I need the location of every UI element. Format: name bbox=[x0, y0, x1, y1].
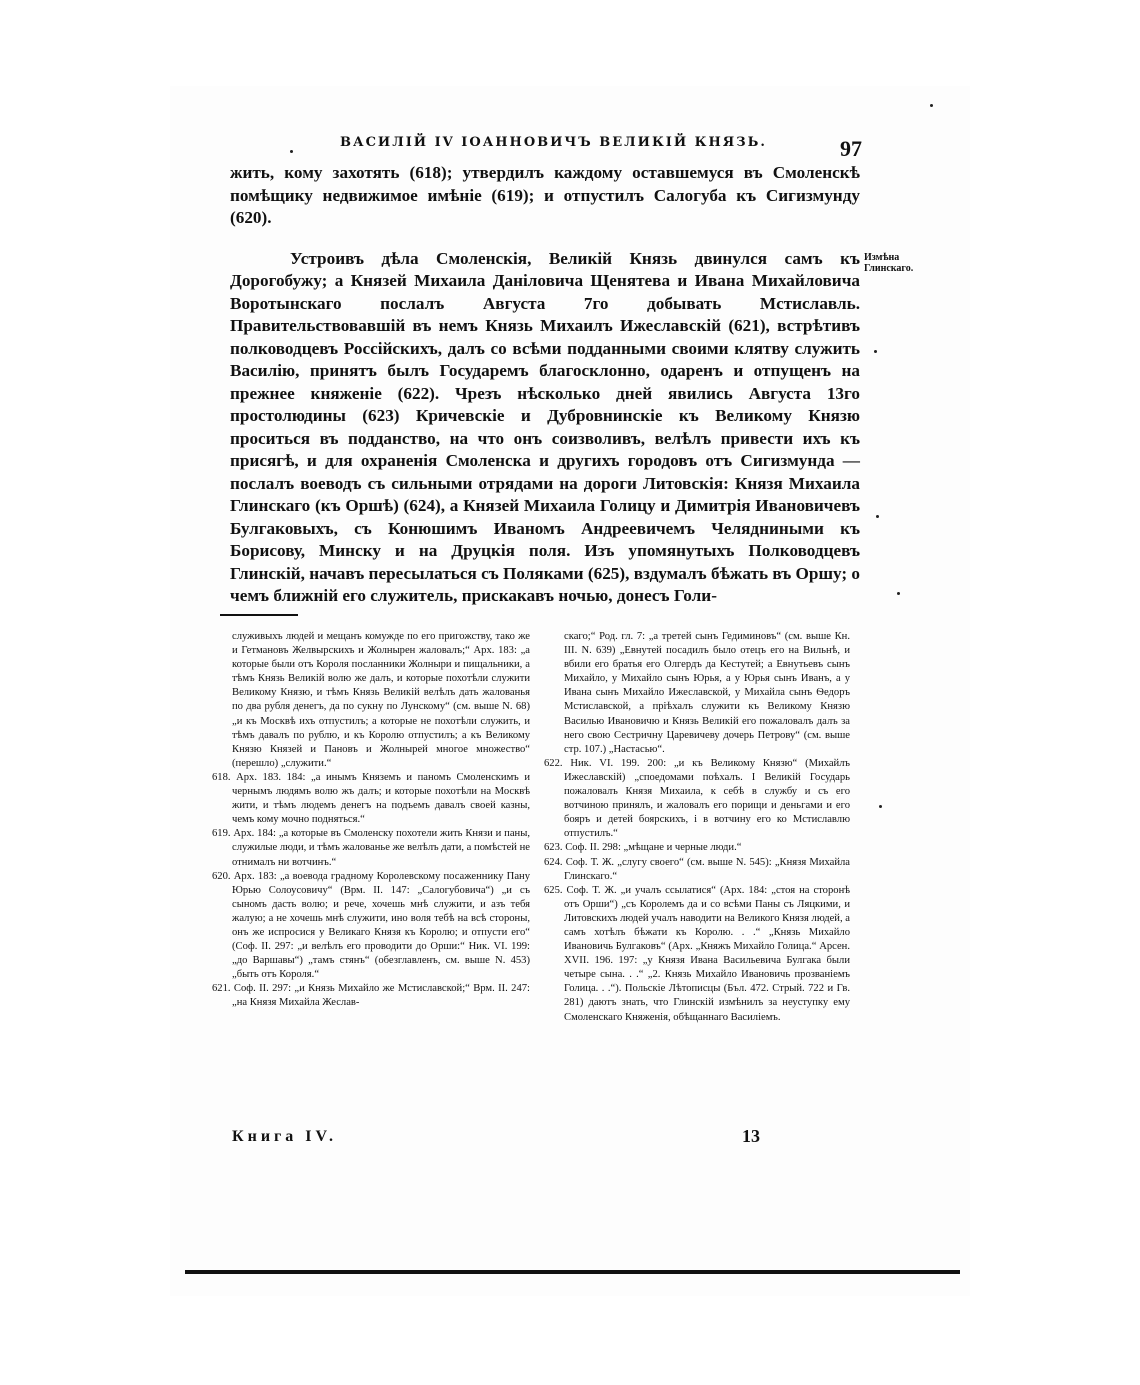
footnotes-left-column bbox=[212, 630, 530, 1011]
footnote: 622. Ник. VI. 199. 200: „и къ Великому Князю“ (Михайлъ Ижеславскій) „споедомами поѣхалъ. I Великій Государь пожаловалъ Князя Михаила, к себѣ в службу и съ его вотчиною принялъ, и жаловалъ его порищи и деньгами и его бояръ и детей боярскихъ, і в вотчину его ко Мстиславлю отпустилъ.“ bbox=[544, 757, 850, 840]
scan-speck bbox=[930, 104, 933, 107]
footnote: 621. Соф. II. 297: „и Князь Михайло же Мстиславской;“ Врм. II. 247: „на Князя Михайла Жеслав- bbox=[212, 983, 530, 1009]
scan-speck bbox=[876, 515, 879, 518]
footnotes-right-column bbox=[544, 630, 850, 1025]
footnote: 623. Соф. II. 298: „мѣщане и черные люди.“ bbox=[544, 842, 742, 854]
footnote: 625. Соф. Т. Ж. „и учалъ ссылатися“ (Арх. 184: „стоя на сторонѣ отъ Орши“) „съ Королемъ да и со всѣми Паны съ Ляцкими, и Литовскихъ людей учалъ наводити на Великого Князя людей, а самъ хотѣлъ бѣжати къ Королю. . .“ „Князь Михайло Ивановичь Булгаковъ“ (Арх. „Княжъ Михайло Голица.“ Арсен. XVII. 196. 197: „у Князя Ивана Васильевича Булгака были четыре сына. . .“ „2. Князь Михайло Ивановичь прозваніемъ Голица. . .“). Польскіе Лѣтописцы (Бъл. 472. Стрый. 722 и Гв. 281) даютъ знать, что Глинскій измѣнилъ за неуступку ему Смоленскаго Княженія, обѣщаннаго Василіемъ. bbox=[544, 884, 850, 1023]
main-paragraph-1: жить, кому захотять (618); утвердилъ каждому оставшемуся въ Смоленскѣ помѣщику недвижимое имѣніе (619); и отпустилъ Салогуба къ Сигизмунду (620). bbox=[230, 163, 860, 227]
signature-mark: 13 bbox=[742, 1126, 760, 1146]
footnote: 620. Арх. 183: „а воевода градному Королевскому посаженнику Пану Юрью Солоусовичу“ (Врм. II. 147: „Салогубовича“) „и съ сыномъ дасть волю; и рече, хочешь мнѣ служити, и азъ тебя жалую; а не хочешь мнѣ служити, ино воля тебѣ на всѣ стороны, онъ же испросися у Великаго Князя къ Королю; и отпусти его“ (Соф. II. 297: „и велѣлъ его проводити до Орши:“ Ник. VI. 199: „до Варшавы“) „тамъ стянъ“ (обезглавленъ, см. выше N. 453) „быть отъ Короля.“ bbox=[212, 870, 530, 981]
footnote: 618. Арх. 183. 184: „а инымъ Княземъ и паномъ Смоленскимъ и чернымъ людямъ волю жъ далъ; и которые похотѣли на Москвѣ жити, и тѣмъ людемъ денегъ на подъемъ давалъ своей казны, чемъ кому мочно подняться.“ bbox=[212, 771, 530, 826]
page-number: 97 bbox=[840, 136, 862, 161]
main-text bbox=[230, 162, 860, 608]
book-label: Книга IV. bbox=[232, 1128, 338, 1145]
margin-note: Измѣна Глинскаго. bbox=[864, 252, 914, 274]
running-title: ВАСИЛІЙ IV ІОАННОВИЧЪ ВЕЛИКІЙ КНЯЗЬ. bbox=[340, 135, 767, 150]
scan-speck bbox=[897, 592, 900, 595]
footnote: служивыхъ людей и мещанъ комужде по его пригожству, тако же и Гетмановъ Желвырскихъ и Жолнырен жаловалъ;“ Арх. 183: „а которые были отъ Короля посланники Жолныри и пищальники, а тѣмъ Князь Великій волю же далъ, и которые похотѣли служити Великому Князю, и тѣмъ Князь Великій велѣлъ дать жалованья по два рубля денегъ, да по сукну по Лунскому“ (см. выше N. 68) „и къ Москвѣ ихъ отпустилъ; а которые не похотѣли служить, и тѣмъ давалъ по рублю, и къ Королю отпустилъ; а къ Великому Князю Князей и Пановъ и Жолнырей многое множество“ (перешло) „служити.“ bbox=[232, 631, 530, 769]
scan-speck bbox=[879, 805, 882, 808]
footnote: скаго;“ Род. гл. 7: „а третей сынъ Гедиминовъ“ (см. выше Кн. III. N. 639) „Евнутей посадилъ было отецъ его на Вильнѣ, и вбили его братья его Олгердъ да Кестутей; а Евнутьевъ сынъ Михайло, у Михайло сынъ Юрья, а у Юрья сынъ Иванъ, а у Ивана сынъ Михайло Ижеславской, у Михайла сынъ Ѳедоръ Мстиславской, а пріѣхалъ служити къ Великому Князю Василью Ивановичю и Князь Великій его пожаловалъ далъ за него свою Сестричну Царевичеву дочерь Петрову“ (см. выше стр. 107.) „Настасью“. bbox=[564, 631, 850, 755]
main-paragraph-2: Устроивъ дѣла Смоленскія, Великій Князь двинулся самъ къ Дорогобужу; а Князей Михаила Даніловича Щенятева и Ивана Михайловича Воротынскаго послалъ Августа 7го добывать Мстиславль. Правительствовавшій въ немъ Князь Михаилъ Ижеславскій (621), встрѣтивъ полководцевъ Россійскихъ, далъ со всѣми подданными своими клятву служить Василію, принятъ былъ Государемъ благосклонно, одаренъ и отпущенъ на прежнее княженіе (622). Чрезъ нѣсколько дней явились Августа 13го простолюдины (623) Кричевскіе и Дубровнинскіе къ Великому Князю проситься въ подданство, на что онъ соизволивъ, велѣлъ привести ихъ къ присягѣ, и для охраненія Смоленска и другихъ городовъ отъ Сигизмунда — послалъ воеводъ съ сильными отрядами на дороги Литовскія: Князя Михаила Глинскаго (къ Оршѣ) (624), а Князей Михаила Голицу и Димитрія Ивановичевъ Булгаковыхъ, съ Конюшимъ Иваномъ Андреевичемъ Челядниными къ Борисову, Минску и на Друцкія поля. Изъ упомянутыхъ Полководцевъ Глинскій, начавъ пересылаться съ Поляками (625), вздумалъ бѣжать въ Оршу; о чемъ ближній его служитель, прискакавъ ночью, донесъ Голи- bbox=[230, 248, 860, 605]
footnote: 619. Арх. 184: „а которые въ Смоленску похотели жить Князи и паны, служилые люди, и тѣмъ жалованье же велѣлъ дати, а помѣстей не отнималъ ни вотчинъ.“ bbox=[212, 828, 530, 868]
scan-speck bbox=[874, 350, 877, 353]
footnote: 624. Соф. Т. Ж. „слугу своего“ (см. выше N. 545): „Князя Михайла Глинскаго.“ bbox=[544, 856, 850, 882]
footnote-rule bbox=[220, 614, 298, 616]
scan-edge-rule bbox=[185, 1270, 960, 1274]
scan-speck bbox=[290, 150, 293, 153]
